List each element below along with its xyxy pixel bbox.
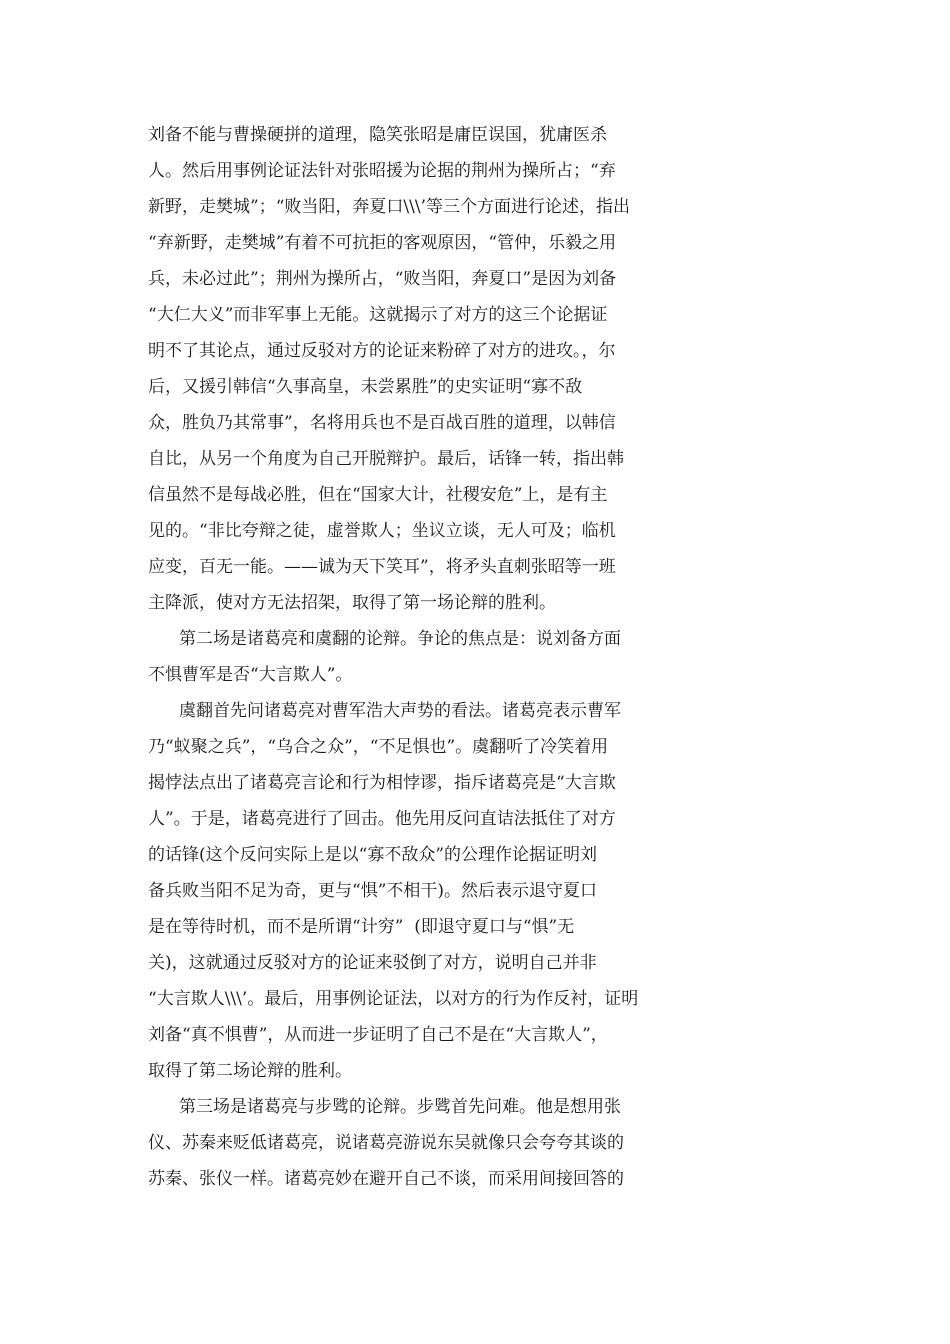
text-line: 备兵败当阳不足为奇，更与“惧”不相干)。然后表示退守夏口 [148, 881, 598, 901]
text-line: 新野，走樊城”；“败当阳，奔夏口\\\’等三个方面进行论述，指出 [148, 197, 630, 217]
text-line: 仪、苏秦来贬低诸葛亮，说诸葛亮游说东吴就像只会夸夸其谈的 [148, 1133, 624, 1153]
text-line: 的话锋(这个反问实际上是以“寡不敌众”的公理作论据证明刘 [148, 845, 598, 865]
text-line: 是在等待时机，而不是所谓“计穷” (即退守夏口与“惧”无 [148, 917, 575, 937]
text-line: 明不了其论点，通过反驳对方的论证来粉碎了对方的进攻。，尔 [148, 341, 616, 361]
text-line: 人”。于是，诸葛亮进行了回击。他先用反问直诘法抵住了对方 [148, 809, 616, 829]
text-line: 关)，这就通过反驳对方的论证来驳倒了对方，说明自己并非 [148, 953, 597, 973]
text-line: 众，胜负乃其常事”，名将用兵也不是百战百胜的道理，以韩信 [148, 413, 616, 433]
paragraph-start-line: 第三场是诸葛亮与步骘的论辩。步骘首先问难。他是想用张 [179, 1097, 621, 1117]
text-line: 应变，百无一能。——诚为天下笑耳”，将矛头直刺张昭等一班 [148, 557, 616, 577]
text-line: 人。然后用事例论证法针对张昭援为论据的荆州为操所占；“弃 [148, 161, 616, 181]
text-line: 后，又援引韩信“久事高皇，未尝累胜”的史实证明“寡不敌 [148, 377, 583, 397]
text-line: 苏秦、张仪一样。诸葛亮妙在避开自己不谈，而采用间接回答的 [148, 1169, 624, 1189]
text-line: 取得了第二场论辩的胜利。 [148, 1061, 352, 1081]
text-line: 乃“蚁聚之兵”，“乌合之众”，“不足惧也”。虞翻听了冷笑着用 [148, 737, 609, 757]
paragraph-start-line: 虞翻首先问诸葛亮对曹军浩大声势的看法。诸葛亮表示曹军 [179, 701, 621, 721]
text-line: 揭悖法点出了诸葛亮言论和行为相悖谬，指斥诸葛亮是“大言欺 [148, 773, 616, 793]
text-line: 主降派，使对方无法招架，取得了第一场论辩的胜利。 [148, 593, 556, 613]
text-line: “大言欺人\\\’。最后，用事例论证法，以对方的行为作反衬，证明 [148, 989, 639, 1009]
text-line: 信虽然不是每战必胜，但在“国家大计，社稷安危”上，是有主 [148, 485, 608, 505]
paragraph-start-line: 第二场是诸葛亮和虞翻的论辩。争论的焦点是：说刘备方面 [179, 629, 621, 649]
text-line: 自比，从另一个角度为自己开脱辩护。最后，话锋一转，指出韩 [148, 449, 624, 469]
text-line: “弃新野，走樊城”有着不可抗拒的客观原因，“管仲，乐毅之用 [148, 233, 617, 253]
text-line: “大仁大义”而非军事上无能。这就揭示了对方的这三个论据证 [148, 305, 608, 325]
text-line: 刘备“真不惧曹”，从而进一步证明了自己不是在“大言欺人”， [148, 1025, 608, 1045]
body-text [148, 117, 668, 1197]
text-line: 不惧曹军是否“大言欺人”。 [148, 665, 353, 685]
text-line: 见的。“非比夸辩之徒，虚誉欺人；坐议立谈，无人可及；临机 [148, 521, 616, 541]
text-line: 刘备不能与曹操硬拼的道理，隐笑张昭是庸臣误国，犹庸医杀 [148, 125, 607, 145]
text-line: 兵，未必过此”；荆州为操所占，“败当阳，奔夏口”是因为刘备 [148, 269, 617, 289]
